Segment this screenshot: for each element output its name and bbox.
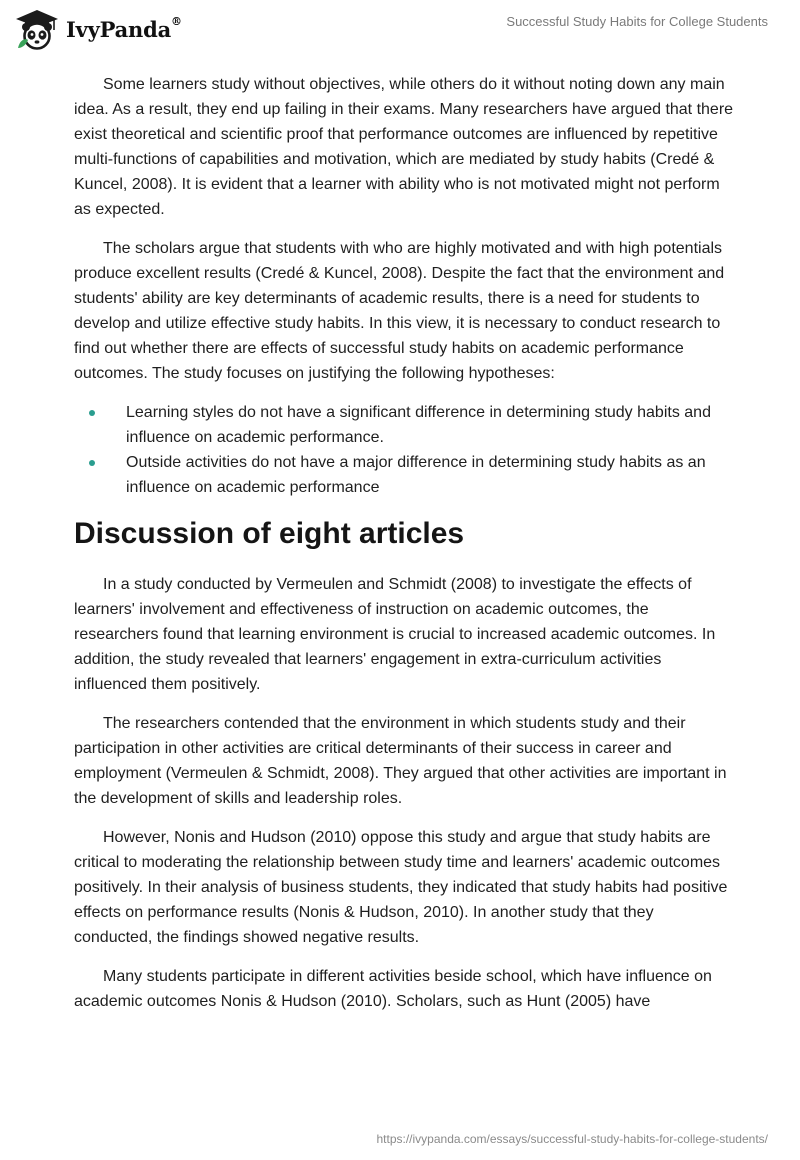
- paragraph: In a study conducted by Vermeulen and Schmidt (2008) to investigate the effects of learners' involvement and effectiveness of instruction on academic outcomes, the researchers found that learning environment is crucial to increased academic outcomes. In addition, the study revealed that learners' engagement in extra-curriculum activities influenced them positively.: [74, 576, 716, 693]
- document-title: Successful Study Habits for College Students: [506, 14, 768, 29]
- bullet-dot-icon: [89, 410, 95, 416]
- brand-name: IvyPanda®: [66, 14, 182, 42]
- hypotheses-list: [74, 400, 734, 500]
- paragraph: However, Nonis and Hudson (2010) oppose this study and argue that study habits are critical to moderating the relationship between study time and learners' academic outcomes positively. In their analysis of business students, they indicated that study habits had positive effects on performance results (Nonis & Hudson, 2010). In another study that they conducted, the findings showed negative results.: [74, 829, 728, 946]
- paragraph: The scholars argue that students with who are highly motivated and with high potentials produce excellent results (Credé & Kuncel, 2008). Despite the fact that the environment and students' ability are key determinants of academic results, there is a need for students to develop and utilize effective study habits. In this view, it is necessary to conduct research to find out whether there are effects of successful study habits on academic performance outcomes. The study focuses on justifying the following hypotheses:: [74, 240, 725, 382]
- section-heading: Discussion of eight articles: [74, 517, 465, 550]
- paragraph: Many students participate in different activities beside school, which have influence on academic outcomes Nonis & Hudson (2010). Scholars, such as Hunt (2005) have: [74, 968, 712, 1010]
- page-header: [0, 0, 800, 60]
- paragraph: Some learners study without objectives, while others do it without noting down any main idea. As a result, they end up failing in their exams. Many researchers have argued that there exist theoretical and scientific proof that performance outcomes are influenced by repetitive multi-functions of capabilities and motivation, which are mediated by study habits (Credé & Kuncel, 2008). It is evident that a learner with ability who is not motivated might not perform as expected.: [74, 76, 734, 218]
- list-item-text: Learning styles do not have a significant difference in determining study habits and influence on academic performance.: [126, 404, 711, 446]
- list-item-text: Outside activities do not have a major difference in determining study habits as an influence on academic performance: [126, 454, 706, 496]
- article-body: [74, 72, 734, 1028]
- paragraph: The researchers contended that the environment in which students study and their participation in other activities are critical determinants of their success in career and employment (Vermeulen & Schmidt, 2008). They argued that other activities are important in the development of skills and leadership roles.: [74, 715, 727, 807]
- panda-graduate-icon: [14, 8, 60, 50]
- source-url[interactable]: https://ivypanda.com/essays/successful-study-habits-for-college-students/: [376, 1132, 768, 1146]
- list-item: [74, 400, 734, 450]
- brand-logo[interactable]: [14, 8, 182, 50]
- list-item: [74, 450, 734, 500]
- bullet-dot-icon: [89, 460, 95, 466]
